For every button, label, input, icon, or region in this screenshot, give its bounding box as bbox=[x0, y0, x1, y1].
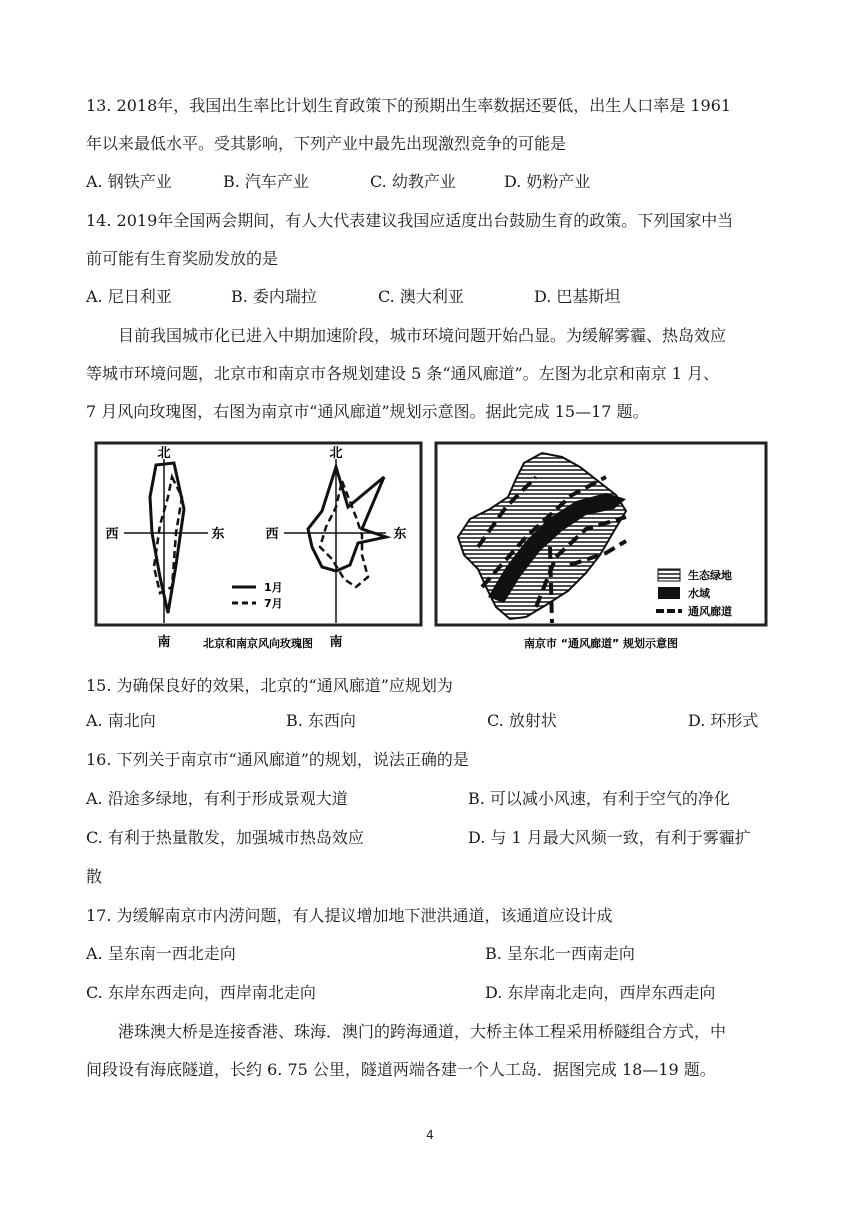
q15-option-c: C. 放射状 bbox=[487, 711, 557, 730]
passage2-line1: 港珠澳大桥是连接香港、珠海．澳门的跨海通道，大桥主体工程采用桥隧组合方式，中 bbox=[118, 1022, 727, 1041]
wind-rose-caption: 北京和南京风向玫瑰图 bbox=[203, 637, 313, 650]
q13-option-d: D. 奶粉产业 bbox=[504, 172, 591, 191]
passage1-line3: 7 月风向玫瑰图，右图为南京市“通风廊道”规划示意图。据此完成 15—17 题。 bbox=[86, 402, 649, 421]
corridor-4 bbox=[550, 547, 552, 623]
q16-option-c: C. 有利于热量散发，加强城市热岛效应 bbox=[86, 828, 364, 847]
q13-option-a: A. 钢铁产业 bbox=[86, 172, 172, 191]
q14-option-d: D. 巴基斯坦 bbox=[534, 287, 621, 306]
q16-option-a: A. 沿途多绿地，有利于形成景观大道 bbox=[86, 789, 348, 808]
nanjing-east-label: 东 bbox=[393, 527, 407, 542]
wind-rose-panel bbox=[96, 443, 421, 650]
q14-line1: 14. 2019年全国两会期间，有人大代表建议我国应适度出台鼓励生育的政策。下列国家中当 bbox=[86, 211, 734, 230]
passage2-line2: 间段设有海底隧道，长约 6. 75 公里，隧道两端各建一个人工岛．据图完成 18—19 题。 bbox=[86, 1060, 716, 1079]
q15-option-b: B. 东西向 bbox=[286, 711, 356, 730]
q17-option-b: B. 呈东北一西南走向 bbox=[485, 944, 635, 963]
corridor-map-caption: 南京市 “通风廊道” 规划示意图 bbox=[523, 637, 679, 650]
corridor-map-panel bbox=[436, 443, 766, 650]
beijing-south-label: 南 bbox=[157, 635, 171, 650]
legend-green-swatch bbox=[658, 569, 680, 581]
legend-jul-label: 7月 bbox=[264, 597, 283, 610]
nanjing-west-label: 西 bbox=[265, 527, 279, 542]
q16-line1: 16. 下列关于南京市“通风廊道”的规划，说法正确的是 bbox=[86, 750, 469, 769]
nanjing-south-label: 南 bbox=[329, 635, 343, 650]
figure-svg bbox=[86, 437, 776, 653]
q13-option-c: C. 幼教产业 bbox=[370, 172, 456, 191]
q14-option-b: B. 委内瑞拉 bbox=[231, 287, 317, 306]
q13-line2: 年以来最低水平。受其影响，下列产业中最先出现激烈竞争的可能是 bbox=[86, 134, 567, 153]
legend-jan-label: 1月 bbox=[264, 581, 283, 594]
beijing-north-label: 北 bbox=[157, 446, 171, 461]
q17-option-a: A. 呈东南一西北走向 bbox=[86, 944, 236, 963]
q14-option-a: A. 尼日利亚 bbox=[86, 287, 172, 306]
beijing-west-label: 西 bbox=[105, 527, 119, 542]
q16-option-d-cont: 散 bbox=[86, 867, 103, 886]
figure bbox=[86, 437, 776, 653]
legend-water-label: 水域 bbox=[688, 587, 710, 600]
q14-option-c: C. 澳大利亚 bbox=[378, 287, 464, 306]
legend-water-swatch bbox=[658, 587, 680, 599]
passage1-line2: 等城市环境问题，北京市和南京市各规划建设 5 条“通风廊道”。左图为北京和南京 1 月、 bbox=[86, 364, 720, 383]
q16-option-b: B. 可以减小风速，有利于空气的净化 bbox=[468, 789, 730, 808]
page-number: 4 bbox=[426, 1128, 434, 1142]
q16-option-d: D. 与 1 月最大风频一致，有利于雾霾扩 bbox=[468, 828, 751, 847]
beijing-east-label: 东 bbox=[211, 527, 225, 542]
nanjing-north-label: 北 bbox=[329, 446, 343, 461]
q13-line1: 13. 2018年，我国出生率比计划生育政策下的预期出生率数据还要低，出生人口率是 1961 bbox=[86, 96, 732, 115]
q17-line1: 17. 为缓解南京市内涝问题，有人提议增加地下泄洪通道，该通道应设计成 bbox=[86, 906, 613, 925]
q17-option-c: C. 东岸东西走向，西岸南北走向 bbox=[86, 983, 316, 1002]
legend-corridor-label: 通风廊道 bbox=[688, 605, 732, 618]
q13-option-b: B. 汽车产业 bbox=[223, 172, 309, 191]
q17-option-d: D. 东岸南北走向，西岸东西走向 bbox=[485, 983, 716, 1002]
wind-rose-frame bbox=[96, 443, 421, 625]
q15-option-d: D. 环形式 bbox=[688, 711, 759, 730]
q14-line2: 前可能有生育奖励发放的是 bbox=[86, 249, 279, 268]
legend-green-label: 生态绿地 bbox=[688, 569, 732, 582]
q15-line1: 15. 为确保良好的效果，北京的“通风廊道”应规划为 bbox=[86, 676, 453, 695]
passage1-line1: 目前我国城市化已进入中期加速阶段，城市环境问题开始凸显。为缓解雾霾、热岛效应 bbox=[118, 326, 727, 345]
q15-option-a: A. 南北向 bbox=[86, 711, 156, 730]
